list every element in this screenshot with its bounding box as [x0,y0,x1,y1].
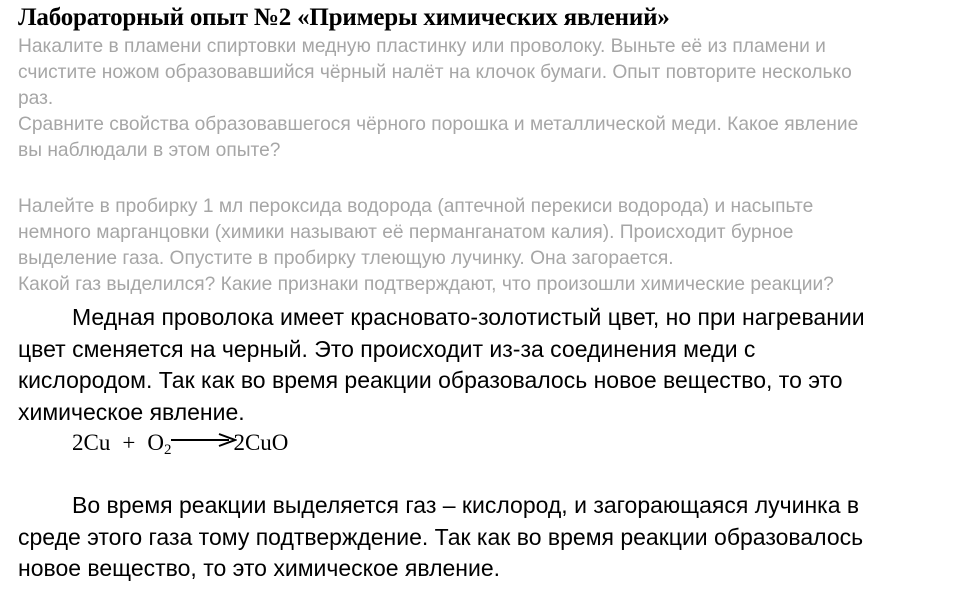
answer-2-line: новое вещество, то это химическое явление. [18,555,501,581]
answer-1-line: цвет сменяется на черный. Это происходит из-за соединения меди с [18,335,756,362]
page-title: Лабораторный опыт №2 «Примеры химических явлений» [18,4,670,31]
task-1-line: счистите ножом образовавшийся чёрный налёт на клочок бумаги. Опыт повторите несколько [18,62,852,83]
answer-1-line: кислородом. Так как во время реакции образовалось новое вещество, то это [18,367,843,393]
oxygen-symbol: O [147,430,164,455]
equation-reactant-oxygen [147,427,171,459]
task-2-line: Налейте в пробирку 1 мл пероксида водорода (аптечной перекиси водорода) и насыпьте [18,196,814,217]
answer-2-paragraph [18,490,863,585]
task-2-instructions [18,194,834,298]
answer-1-line: химическое явление. [18,398,245,425]
oxygen-subscript: 2 [163,442,172,458]
task-1-instructions [18,34,858,164]
chemical-equation [72,427,288,459]
equation-product: 2CuO [233,430,289,455]
equation-plus-sign: + [122,430,136,455]
answer-2-line: Во время реакции выделяется газ – кислород, и загорающаяся лучинка в [72,492,860,518]
task-1-line: Сравните свойства образовавшегося чёрного порошка и металлической меди. Какое явление [18,114,859,135]
reaction-arrow-icon [169,430,237,450]
answer-1-paragraph [18,302,865,428]
task-2-line: выделение газа. Опустите в пробирку тлеющую лучинку. Она загорается. [18,248,674,269]
answer-2-line: среде этого газа тому подтверждение. Так как во время реакции образовалось [18,523,864,550]
task-1-line: вы наблюдали в этом опыте? [18,140,281,161]
equation-reactant-copper: 2Cu [72,430,111,455]
task-1-line: раз. [18,88,54,109]
task-2-line: Какой газ выделился? Какие признаки подтверждают, что произошли химические реакции? [18,274,834,295]
task-1-line: Накалите в пламени спиртовки медную пластинку или проволоку. Выньте её из пламени и [18,36,826,57]
answer-1-line: Медная проволока имеет красновато-золотистый цвет, но при нагревании [72,304,865,330]
task-2-line: немного марганцовки (химики называют её перманганатом калия). Происходит бурное [18,222,794,243]
